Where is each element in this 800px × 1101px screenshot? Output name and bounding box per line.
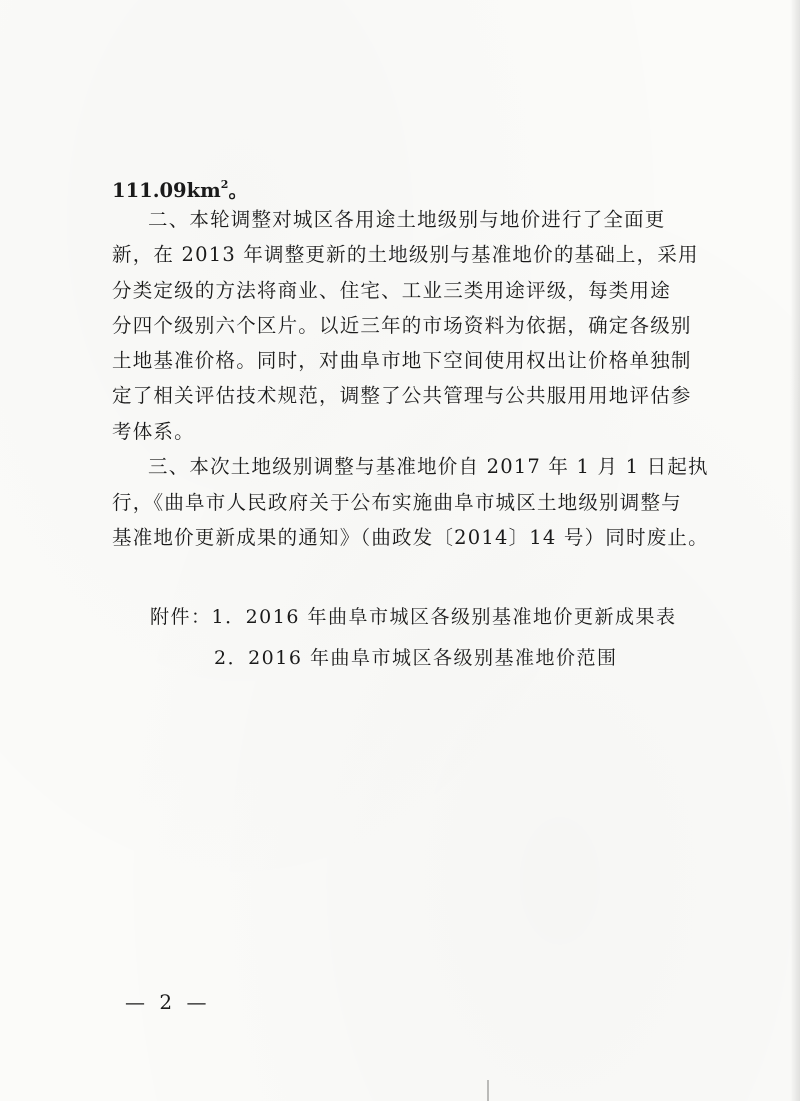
paragraph-2-line-3: 分类定级的方法将商业、住宅、工业三类用途评级，每类用途: [112, 279, 671, 302]
paragraph-2-line-1: 二、本轮调整对城区各用途土地级别与地价进行了全面更: [148, 208, 666, 231]
area-value: 111.09km: [112, 179, 221, 202]
paragraph-2-line-6: 定了相关评估技术规范，调整了公共管理与公共服用用地评估参: [112, 384, 692, 407]
paragraph-3-line-1: 三、本次土地级别调整与基准地价自 2017 年 1 月 1 日起执: [148, 455, 709, 478]
paragraph-2-line-5: 土地基准价格。同时，对曲阜市地下空间使用权出让价格单独制: [112, 349, 692, 372]
attachment-1: 附件：1．2016 年曲阜市城区各级别基准地价更新成果表: [150, 606, 677, 628]
area-value-line: [112, 170, 692, 206]
area-value-tail: 。: [228, 179, 248, 202]
paragraph-2-line-2: 新，在 2013 年调整更新的土地级别与基准地价的基础上，采用: [112, 243, 699, 266]
scan-mark: [487, 1080, 489, 1101]
paragraph-3-line-2: 行，《曲阜市人民政府关于公布实施曲阜市城区土地级别调整与: [112, 491, 682, 514]
page-number: — 2 —: [125, 990, 211, 1014]
scan-edge-shadow: [790, 0, 800, 1101]
paragraph-2-line-7: 考体系。: [112, 420, 195, 443]
area-unit-superscript: 2: [220, 178, 229, 191]
paragraph-2-line-4: 分四个级别六个区片。以近三年的市场资料为依据，确定各级别: [112, 314, 692, 337]
paragraph-3-line-3: 基准地价更新成果的通知》（曲政发〔2014〕14 号）同时废止。: [112, 526, 709, 549]
attachment-2: 2．2016 年曲阜市城区各级别基准地价范围: [214, 647, 618, 669]
